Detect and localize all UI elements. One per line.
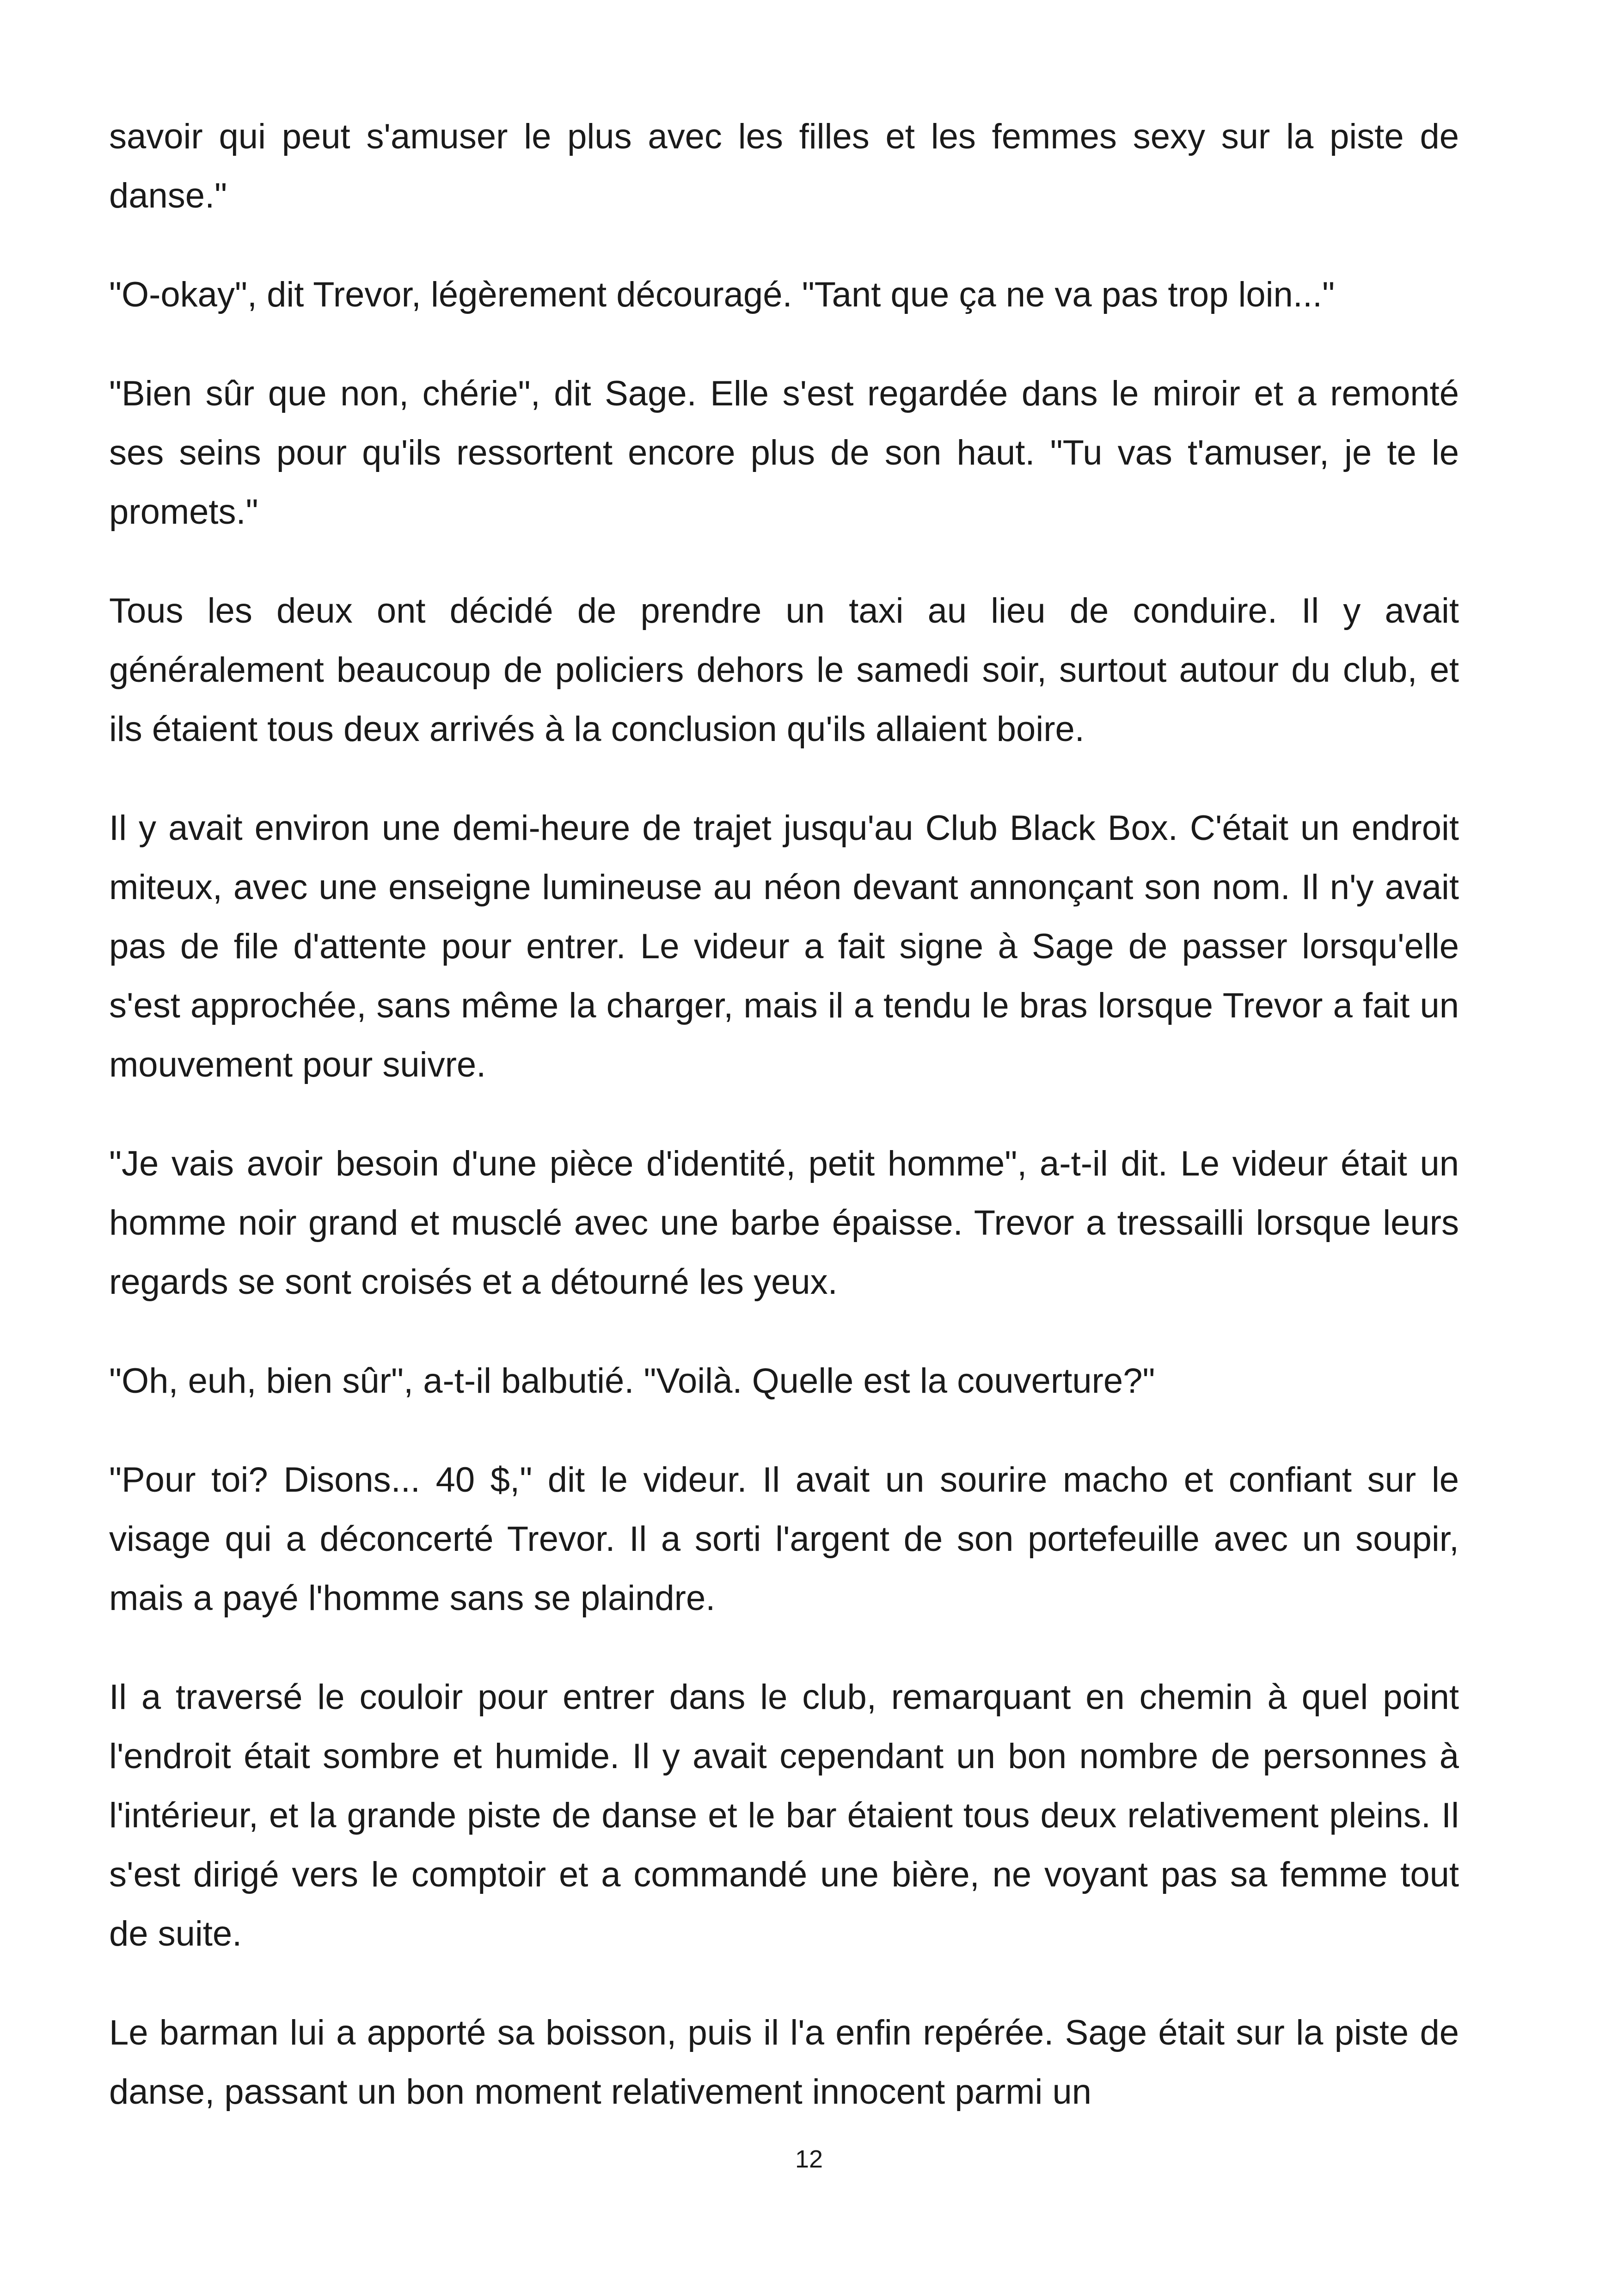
paragraph: "Bien sûr que non, chérie", dit Sage. Elle s'est regardée dans le miroir et a remonté ses seins pour qu'ils ressortent encore plus de son haut. "Tu vas t'amuser, je te le promets." xyxy=(109,374,1459,532)
paragraph: Le barman lui a apporté sa boisson, puis il l'a enfin repérée. Sage était sur la piste de danse, passant un bon moment relativement innocent parmi un xyxy=(109,2013,1459,2112)
body-text xyxy=(109,107,1459,2122)
paragraph: Il y avait environ une demi-heure de trajet jusqu'au Club Black Box. C'était un endroit miteux, avec une enseigne lumineuse au néon devant annonçant son nom. Il n'y avait pas de file d'attente pour entrer. Le videur a fait signe à Sage de passer lorsqu'elle s'est approchée, sans même la charger, mais il a tendu le bras lorsque Trevor a fait un mouvement pour suivre. xyxy=(109,808,1459,1084)
paragraph: "O-okay", dit Trevor, légèrement découragé. "Tant que ça ne va pas trop loin..." xyxy=(109,275,1335,314)
paragraph: Il a traversé le couloir pour entrer dans le club, remarquant en chemin à quel point l'endroit était sombre et humide. Il y avait cependant un bon nombre de personnes à l'intérieur, et la grande piste de danse et le bar étaient tous deux relativement pleins. Il s'est dirigé vers le comptoir et a commandé une bière, ne voyant pas sa femme tout de suite. xyxy=(109,1678,1459,1953)
paragraph: "Oh, euh, bien sûr", a-t-il balbutié. "Voilà. Quelle est la couverture?" xyxy=(109,1361,1155,1401)
paragraph: Tous les deux ont décidé de prendre un taxi au lieu de conduire. Il y avait généralement beaucoup de policiers dehors le samedi soir, surtout autour du club, et ils étaient tous deux arrivés à la conclusion qu'ils allaient boire. xyxy=(109,591,1459,749)
paragraph: savoir qui peut s'amuser le plus avec les filles et les femmes sexy sur la piste de danse." xyxy=(109,117,1459,215)
paragraph: "Je vais avoir besoin d'une pièce d'identité, petit homme", a-t-il dit. Le videur était un homme noir grand et musclé avec une barbe épaisse. Trevor a tressailli lorsque leurs regards se sont croisés et a détourné les yeux. xyxy=(109,1144,1459,1302)
page-number: 12 xyxy=(795,2145,823,2173)
paragraph: "Pour toi? Disons... 40 $," dit le videur. Il avait un sourire macho et confiant sur le visage qui a déconcerté Trevor. Il a sorti l'argent de son portefeuille avec un soupir, mais a payé l'homme sans se plaindre. xyxy=(109,1460,1459,1618)
